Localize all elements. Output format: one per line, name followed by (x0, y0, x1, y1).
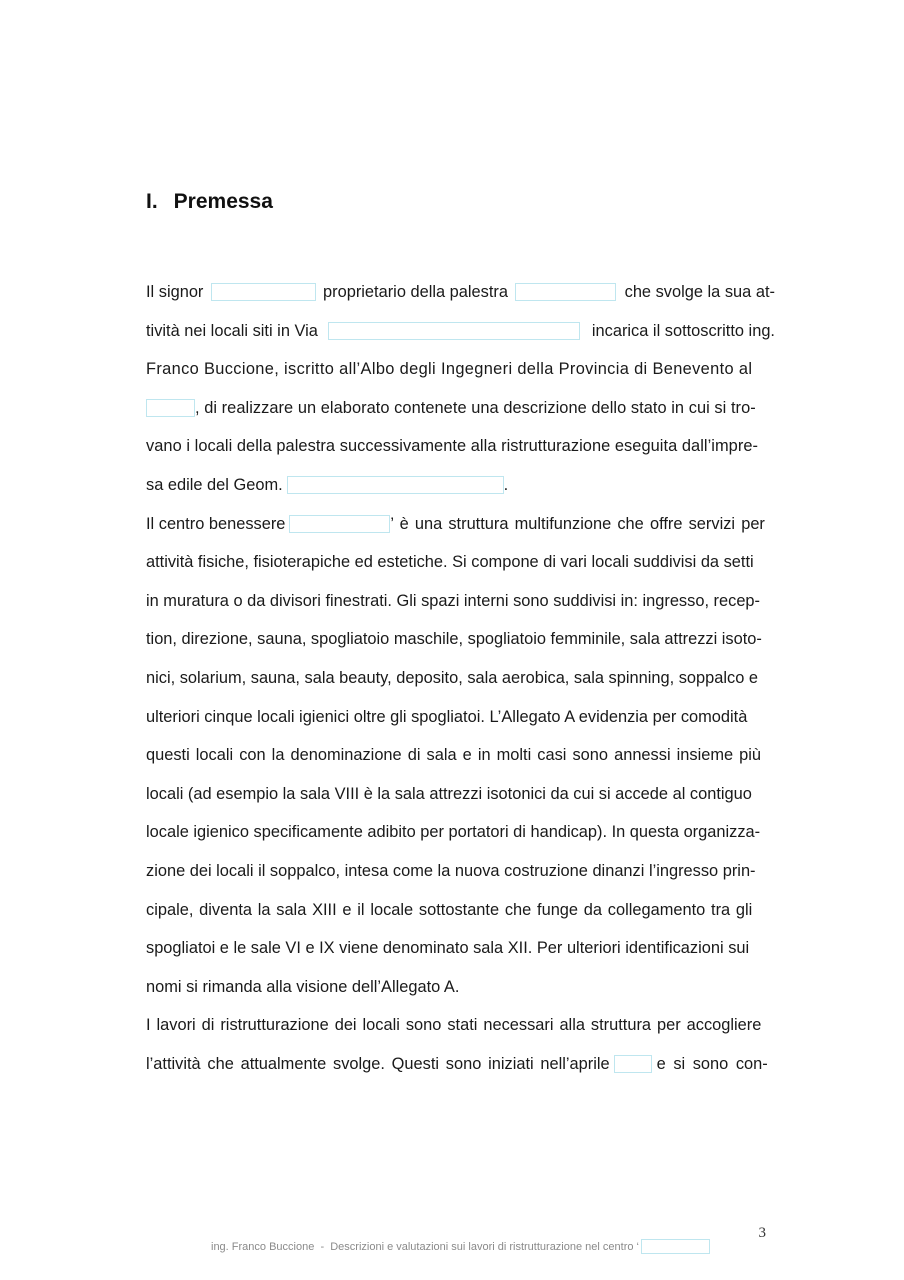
section-number: I. (146, 190, 158, 213)
section-heading (146, 190, 273, 214)
text-fragment: l’attività che attualmente svolge. Questi sono iniziati nell’aprile (146, 1054, 610, 1073)
text-fragment: e si sono con- (656, 1054, 768, 1073)
text-fragment: cipale, diventa la sala XIII e il locale sottostante che funge da collegamento tra gli (146, 900, 753, 919)
text-line (146, 312, 775, 351)
text-fragment: ulteriori cinque locali igienici oltre gli spogliatoi. L’Allegato A evidenzia per comodità (146, 707, 748, 726)
text-fragment: spogliatoi e le sale VI e IX viene denominato sala XII. Per ulteriori identificazioni sui (146, 939, 750, 958)
text-line (146, 1006, 775, 1045)
text-fragment: I lavori di ristrutturazione dei locali sono stati necessari alla struttura per accogliere (146, 1016, 762, 1035)
page-number: 3 (758, 1225, 766, 1241)
text-line (146, 350, 775, 389)
text-fragment: , di realizzare un elaborato contenete una descrizione dello stato in cui si tro- (195, 398, 756, 417)
text-fragment: locale igienico specificamente adibito per portatori di handicap). In questa organizza- (146, 823, 761, 842)
redacted-address (328, 322, 580, 340)
text-line (146, 968, 775, 1007)
redacted-year (614, 1055, 652, 1073)
text-fragment: Franco Buccione, iscritto all’Albo degli Ingegneri della Provincia di Benevento al (146, 360, 753, 379)
text-fragment: questi locali con la denominazione di sala e in molti casi sono annessi insieme più (146, 746, 762, 765)
redacted-registration-number (146, 399, 195, 417)
text-fragment: vano i locali della palestra successivamente alla ristrutturazione eseguita dall’impre- (146, 437, 759, 456)
text-line (146, 736, 775, 775)
text-fragment: attività fisiche, fisioterapiche ed estetiche. Si compone di vari locali suddivisi da setti (146, 553, 754, 572)
text-line (146, 775, 775, 814)
text-fragment: tività nei locali siti in Via (146, 321, 318, 340)
text-line (146, 813, 775, 852)
text-line (146, 620, 775, 659)
text-line (146, 698, 775, 737)
text-fragment: nici, solarium, sauna, sala beauty, deposito, sala aerobica, sala spinning, soppalco e (146, 668, 758, 687)
text-fragment: locali (ad esempio la sala VIII è la sala attrezzi isotonici da cui si accede al contiguo (146, 784, 752, 803)
section-title: Premessa (173, 190, 273, 213)
text-fragment: che svolge la sua at- (624, 283, 775, 301)
text-fragment: proprietario della palestra (323, 283, 508, 301)
text-line (146, 389, 775, 428)
text-fragment: sa edile del Geom. (146, 475, 283, 494)
text-line (146, 582, 775, 621)
footer-text: ing. Franco Buccione - Descrizioni e valutazioni sui lavori di ristrutturazione nel centro ‘ (211, 1240, 639, 1253)
text-fragment: incarica il sottoscritto ing. (591, 321, 775, 340)
page-footer (211, 1239, 710, 1254)
text-fragment: zione dei locali il soppalco, intesa come la nuova costruzione dinanzi l’ingresso prin- (146, 861, 756, 880)
text-line (146, 659, 775, 698)
text-line (146, 891, 775, 930)
text-fragment: Il centro benessere (146, 514, 286, 533)
text-fragment: nomi si rimanda alla visione dell’Allegato A. (146, 977, 460, 996)
redacted-gym-name (515, 283, 616, 301)
text-line (146, 427, 775, 466)
text-line (146, 273, 775, 312)
text-fragment: ’ è una struttura multifunzione che offre servizi per (390, 514, 765, 533)
text-line (146, 852, 775, 891)
redacted-name (211, 283, 316, 301)
text-line (146, 1045, 775, 1084)
redacted-center-name (289, 515, 390, 533)
text-line (146, 505, 775, 544)
text-fragment: Il signor (146, 283, 204, 301)
body-text (146, 273, 775, 1083)
text-fragment: in muratura o da divisori finestrati. Gli spazi interni sono suddivisi in: ingresso, recep- (146, 591, 761, 610)
text-fragment: . (503, 475, 509, 494)
text-fragment: tion, direzione, sauna, spogliatoio maschile, spogliatoio femminile, sala attrezzi isoto- (146, 630, 762, 649)
text-line (146, 466, 775, 505)
redacted-footer-center-name (641, 1239, 710, 1254)
text-line (146, 929, 775, 968)
redacted-company-name (287, 476, 504, 494)
text-line (146, 543, 775, 582)
